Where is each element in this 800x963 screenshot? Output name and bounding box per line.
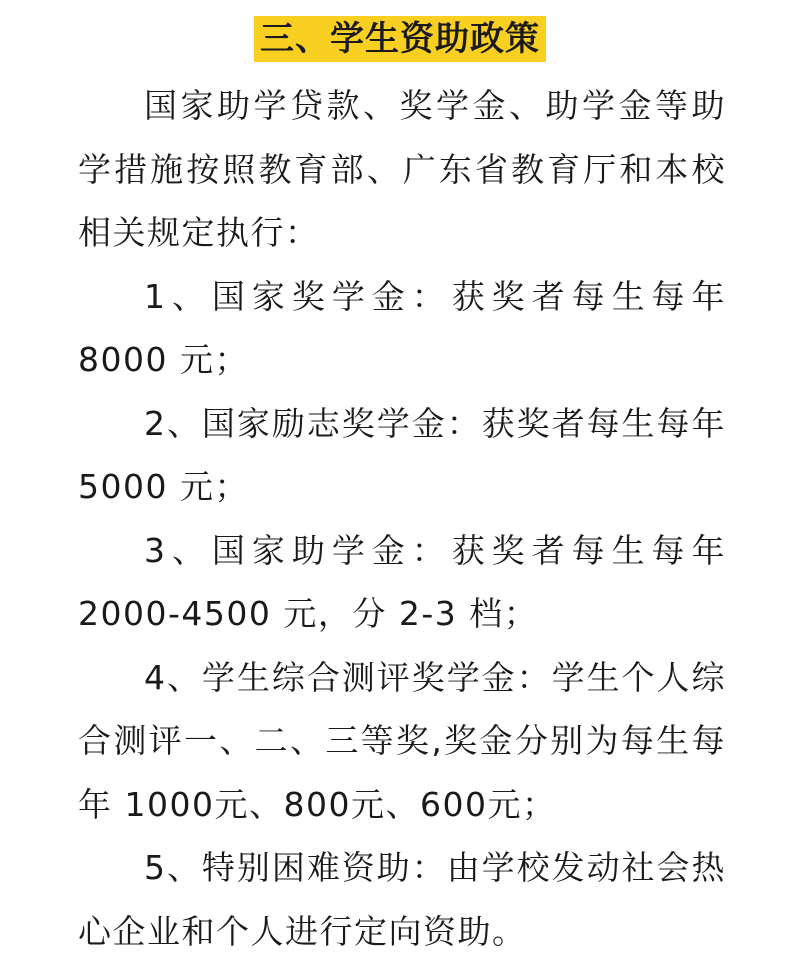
policy-item-national-grant: 3、国家助学金：获奖者每生每年 2000-4500 元，分 2-3 档； [78, 530, 726, 633]
section-heading: 三、学生资助政策 [254, 16, 546, 62]
policy-item-special-hardship-aid: 5、特别困难资助：由学校发动社会热心企业和个人进行定向资助。 [78, 848, 726, 951]
policy-item-national-scholarship: 1、国家奖学金：获奖者每生每年 8000 元； [78, 276, 726, 379]
policy-item-comprehensive-scholarship: 4、学生综合测评奖学金：学生个人综合测评一、二、三等奖,奖金分别为每生每年 1000元、800元、600元； [78, 657, 726, 824]
policy-item-inspirational-scholarship: 2、国家励志奖学金：获奖者每生每年 5000 元； [78, 403, 726, 506]
intro-paragraph: 国家助学贷款、奖学金、助学金等助学措施按照教育部、广东省教育厅和本校相关规定执行： [78, 86, 726, 252]
policy-body [78, 74, 726, 963]
heading-container [0, 16, 800, 62]
